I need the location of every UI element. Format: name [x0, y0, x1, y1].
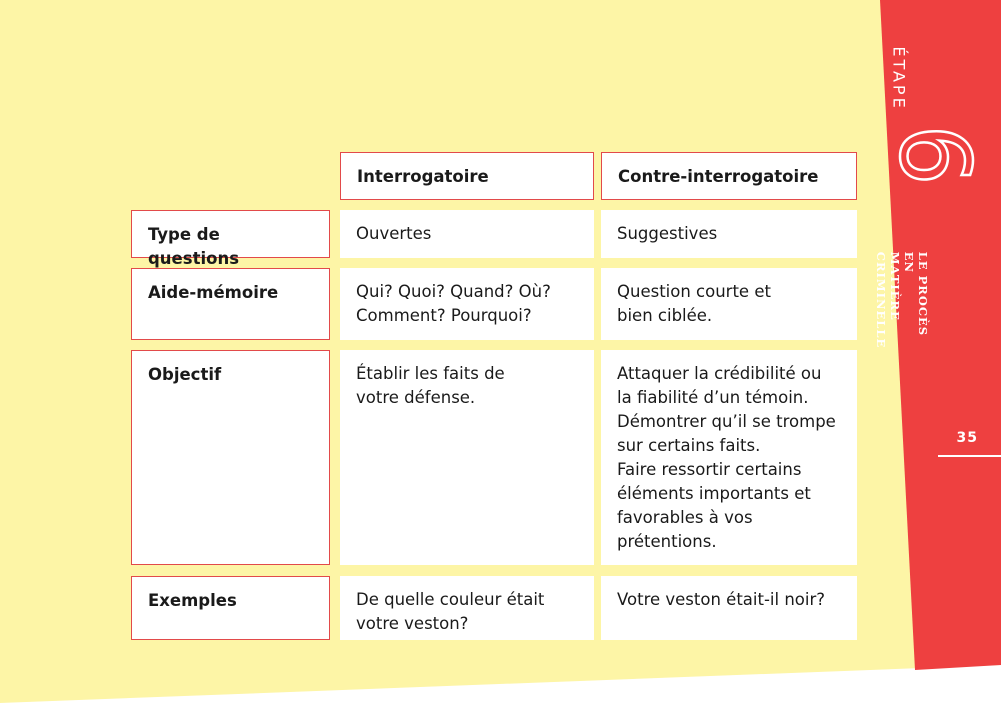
- cell-contre-exemples: Votre veston était-il noir?: [601, 576, 857, 640]
- cell-interrogatoire-exemples: De quelle couleur était votre veston?: [340, 576, 594, 640]
- column-header-contre-interrogatoire: Contre-interrogatoire: [601, 152, 857, 200]
- etape-label: ÉTAPE: [889, 45, 909, 111]
- cell-contre-aide-memoire: Question courte et bien ciblée.: [601, 268, 857, 340]
- page-number-rule: [938, 455, 1001, 457]
- row-label-objectif: Objectif: [131, 350, 330, 565]
- cell-interrogatoire-aide-memoire: Qui? Quoi? Quand? Où? Comment? Pourquoi?: [340, 268, 594, 340]
- row-label-exemples: Exemples: [131, 576, 330, 640]
- row-label-type-de-questions: Type de questions: [131, 210, 330, 258]
- column-header-interrogatoire: Interrogatoire: [340, 152, 594, 200]
- row-label-aide-memoire: Aide-mémoire: [131, 268, 330, 340]
- cell-contre-objectif: Attaquer la crédibilité ou la fiabilité d’un témoin. Démontrer qu’il se trompe sur certains faits. Faire ressortir certains éléments importants et favorables à vos prétentions.: [601, 350, 857, 565]
- section-title: LE PROCÈS EN MATIÈRE CRIMINELLE: [874, 251, 930, 349]
- page-number: 35: [956, 430, 978, 446]
- etape-number: 6: [878, 124, 991, 186]
- cell-contre-type: Suggestives: [601, 210, 857, 258]
- cell-interrogatoire-objectif: Établir les faits de votre défense.: [340, 350, 594, 565]
- cell-interrogatoire-type: Ouvertes: [340, 210, 594, 258]
